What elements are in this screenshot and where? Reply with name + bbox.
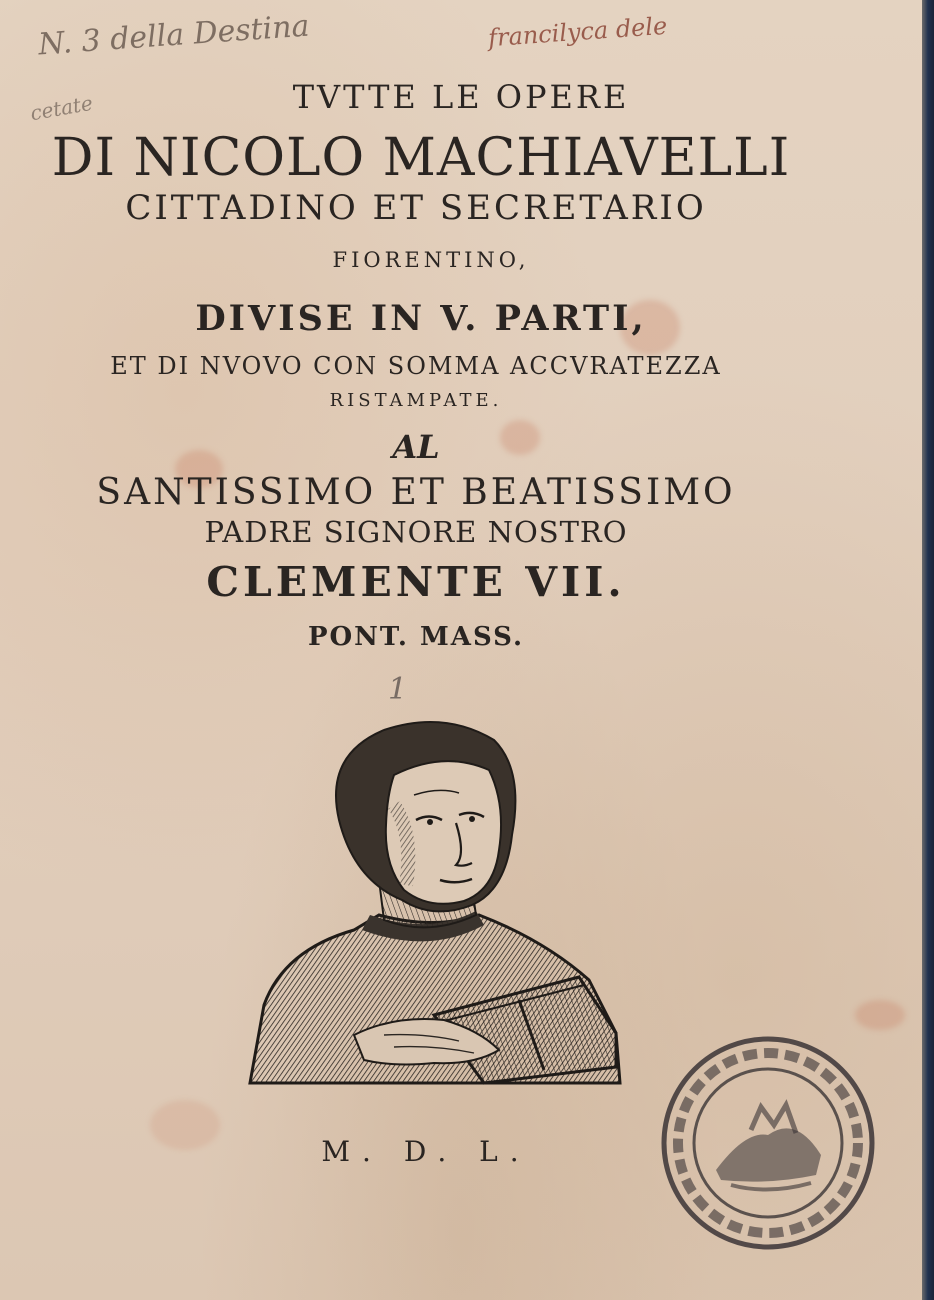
library-stamp-icon [656, 1035, 886, 1265]
foxing-stain [855, 1000, 905, 1030]
handwritten-margin-note: cetate [28, 90, 95, 126]
imprint-date: M. D. L. [321, 1135, 531, 1168]
book-spine-edge [922, 0, 934, 1300]
handwritten-note-top-left: N. 3 della Destina [37, 8, 311, 63]
handwritten-note-top-right: francilyca dele [487, 11, 669, 53]
title-line-7: RISTAMPATE. [329, 390, 503, 411]
title-line-3: CITTADINO ET SECRETARIO [125, 188, 707, 228]
dedication-al: AL [392, 428, 440, 466]
title-line-4: FIORENTINO, [332, 248, 530, 272]
dedicatee-title: PONT. MASS. [307, 622, 525, 652]
author-name: DI NICOLO MACHIAVELLI [51, 128, 791, 188]
title-line-1: TVTTE LE OPERE [292, 78, 630, 116]
title-line-6: ET DI NVOVO CON SOMMA ACCVRATEZZA [110, 352, 722, 380]
dedicatee-name: CLEMENTE VII. [206, 558, 626, 606]
title-line-5: DIVISE IN V. PARTI, [195, 298, 647, 339]
dedication-line-1: SANTISSIMO ET BEATISSIMO [96, 472, 736, 513]
handwritten-volume-number: 1 [388, 672, 408, 707]
portrait-woodcut-icon [244, 715, 624, 1090]
dedication-line-2: PADRE SIGNORE NOSTRO [204, 515, 628, 549]
